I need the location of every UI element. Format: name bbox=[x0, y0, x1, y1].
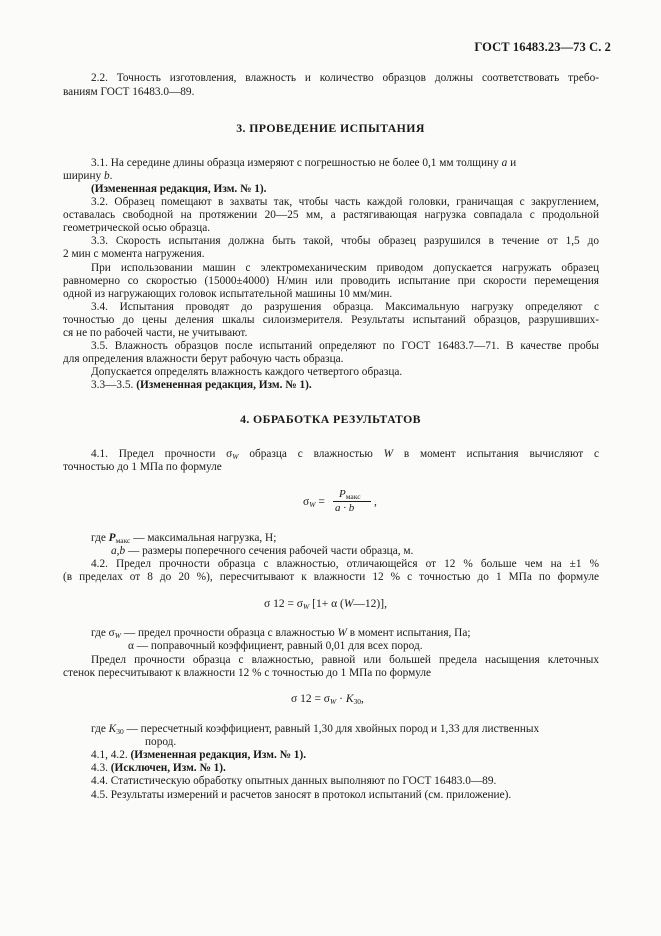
sub-w: W bbox=[232, 452, 239, 461]
where-word: где σ bbox=[91, 627, 115, 639]
amend-ref: 3.3—3.5. bbox=[91, 379, 134, 391]
clause-4-4: 4.4. Статистическую обработку опытных данных выполняют по ГОСТ 16483.0—89. bbox=[91, 775, 497, 787]
where-sigma-text-b: в момент испытания, Па; bbox=[349, 627, 471, 639]
clause-3-2-line-1: 3.2. Образец помещают в захваты так, чтобы часть каждой головки, граничащая с закруглением, bbox=[91, 196, 599, 208]
sub-w: W bbox=[330, 697, 337, 706]
clause-3-3-line-4: равномерно со скоростью (15000±4000) Н/мин или проводить испытание при скорости перемещения bbox=[63, 275, 599, 287]
clause-ref: 4.3. bbox=[91, 762, 108, 774]
amendment-note-3-3-3-5 bbox=[91, 378, 312, 392]
where-alpha-text: — поправочный коэффициент, равный 0,01 для всех пород. bbox=[136, 640, 423, 652]
clause-4-1-line-2: точностью до 1 МПа по формуле bbox=[63, 461, 222, 473]
var-w: W bbox=[343, 598, 354, 610]
where-ab-text: — размеры поперечного сечения рабочей части образца, м. bbox=[127, 545, 414, 557]
var-w: W bbox=[337, 627, 347, 639]
clause-3-1-line-2 bbox=[63, 169, 112, 183]
sub-w: W bbox=[303, 602, 310, 611]
formula-sigma-12-saturated bbox=[291, 693, 364, 706]
formula-fraction bbox=[333, 488, 373, 518]
clause-3-1-text: 3.1. На середине длины образца измеряют с погрешностью не более 0,1 мм толщину bbox=[91, 157, 499, 169]
period: . bbox=[109, 170, 113, 182]
clause-3-1-line-1 bbox=[91, 156, 599, 170]
clause-3-5-line-1: 3.5. Влажность образцов после испытаний определяют по ГОСТ 16483.7—71. В качестве пробы bbox=[91, 340, 599, 352]
where-word: где bbox=[91, 532, 106, 544]
where-p-text: — максимальная нагрузка, Н; bbox=[133, 532, 277, 544]
fraction-numerator bbox=[339, 488, 361, 501]
amendment-note: (Измененная редакция, Изм. № 1). bbox=[91, 183, 267, 195]
clause-2-2-line-1: 2.2. Точность изготовления, влажность и количество образцов должны соответствовать требо- bbox=[91, 72, 599, 84]
clause-2-2-line-2: ваниям ГОСТ 16483.0—89. bbox=[63, 86, 195, 98]
sub-w: W bbox=[309, 500, 316, 509]
clause-3-3-line-2: 2 мин с момента нагружения. bbox=[63, 248, 205, 260]
clause-3-4-line-3: ся не по рабочей части, не учитывают. bbox=[63, 327, 248, 339]
amendment-note-4-1-4-2 bbox=[91, 748, 306, 762]
section-3-title: 3. ПРОВЕДЕНИЕ ИСПЫТАНИЯ bbox=[236, 121, 425, 135]
var-p: P bbox=[339, 488, 346, 500]
where-sigma-text-a: — предел прочности образца с влажностью bbox=[123, 627, 335, 639]
var-alpha: α bbox=[128, 640, 134, 652]
var-p: P bbox=[108, 532, 116, 544]
clause-3-4-line-1: 3.4. Испытания проводят до разрушения образца. Максимальную нагрузку определяют с bbox=[91, 301, 599, 313]
clause-4-2-line-1: 4.2. Предел прочности образца с влажностью, отличающейся от 12 % больше чем на ±1 % bbox=[91, 558, 599, 570]
dot-operator: · bbox=[339, 693, 343, 705]
formula-end: , bbox=[361, 693, 364, 705]
clause-3-1-text-2: ширину bbox=[63, 170, 102, 182]
clause-3-3-line-3: При использовании машин с электромеханическим приводом допускается нагружать образец bbox=[91, 262, 599, 274]
var-k: K bbox=[108, 723, 117, 735]
clause-3-1-conj: и bbox=[510, 157, 517, 169]
clause-4-2-line-3: Предел прочности образца с влажностью, равной или большей предела насыщения клеточных bbox=[91, 654, 599, 666]
clause-4-2-line-4: стенок пересчитывают к влажности 12 % с точностью до 1 МПа по формуле bbox=[63, 667, 432, 679]
clause-3-2-line-2: оставалась свободной на протяжении 20—25 мм, а растягивающая нагрузка совпадала с продольной bbox=[63, 209, 599, 221]
sub-max: макс bbox=[115, 536, 131, 545]
formula-lhs: σ 12 = σ bbox=[264, 598, 304, 610]
sub-w: W bbox=[114, 631, 121, 640]
formula-bracket: [1+ α ( bbox=[312, 598, 344, 610]
sub-30: 30 bbox=[116, 727, 124, 736]
clause-3-4-line-2: точностью до цены деления шкалы силоизмерителя. Результаты испытаний образцов, разрушивших- bbox=[63, 314, 599, 326]
clause-4-1-text-b: образца с влажностью bbox=[249, 448, 373, 460]
clause-4-3-excluded bbox=[91, 761, 226, 775]
var-b: b bbox=[103, 170, 110, 182]
where-a-b bbox=[111, 544, 413, 558]
where-alpha bbox=[128, 639, 423, 653]
clause-3-5-line-2: для определения влажности берут рабочую часть образца. bbox=[63, 353, 344, 365]
fraction-denominator: a · b bbox=[335, 502, 355, 514]
sub-30: 30 bbox=[353, 697, 362, 706]
formula-sigma-12 bbox=[264, 598, 387, 611]
clause-3-2-line-3: геометрической осью образца. bbox=[63, 222, 211, 234]
clause-4-5: 4.5. Результаты измерений и расчетов заносят в протокол испытаний (см. приложение). bbox=[91, 789, 512, 801]
equals: = bbox=[318, 496, 325, 508]
section-4-title: 4. ОБРАБОТКА РЕЗУЛЬТАТОВ bbox=[240, 412, 421, 426]
sub-max: макс bbox=[345, 492, 361, 501]
formula-comma: , bbox=[374, 496, 377, 508]
clause-4-2-line-2: (в пределах от 8 до 20 %), пересчитывают к влажности 12 % с точностью до 1 МПа по формуле bbox=[63, 571, 599, 583]
clause-3-3-line-5: одной из нагружающих головок испытательной машины 10 мм/мин. bbox=[63, 288, 393, 300]
clause-4-1-text-c: в момент испытания вычисляют с bbox=[403, 448, 600, 460]
var-a: a bbox=[501, 157, 508, 169]
var-k: K bbox=[345, 693, 354, 705]
clause-4-1-text-a: 4.1. Предел прочности σ bbox=[91, 448, 233, 460]
formula-lhs: σ 12 = σ bbox=[291, 693, 331, 705]
amend-text: (Измененная редакция, Изм. № 1). bbox=[136, 379, 312, 391]
var-w: W bbox=[383, 448, 394, 460]
where-k30-cont: пород. bbox=[145, 736, 177, 748]
formula-sigma-w-lhs bbox=[303, 496, 325, 509]
where-k-text: — пересчетный коэффициент, равный 1,30 для хвойных пород и 1,33 для лиственных bbox=[126, 723, 540, 735]
amend-ref: 4.1, 4.2. bbox=[91, 749, 128, 761]
clause-3-3-line-1: 3.3. Скорость испытания должна быть такой, чтобы образец разрушился в течение от 1,5 до bbox=[91, 235, 599, 247]
var-ab: a,b bbox=[111, 545, 126, 557]
clause-3-5-line-3: Допускается определять влажность каждого четвертого образца. bbox=[91, 366, 403, 378]
sigma: σ bbox=[303, 496, 310, 508]
where-word: где bbox=[91, 723, 106, 735]
amend-text: (Измененная редакция, Изм. № 1). bbox=[130, 749, 307, 761]
excluded-text: (Исключен, Изм. № 1). bbox=[110, 762, 226, 774]
page-header: ГОСТ 16483.23—73 С. 2 bbox=[474, 40, 611, 54]
formula-end: —12)], bbox=[353, 598, 387, 610]
